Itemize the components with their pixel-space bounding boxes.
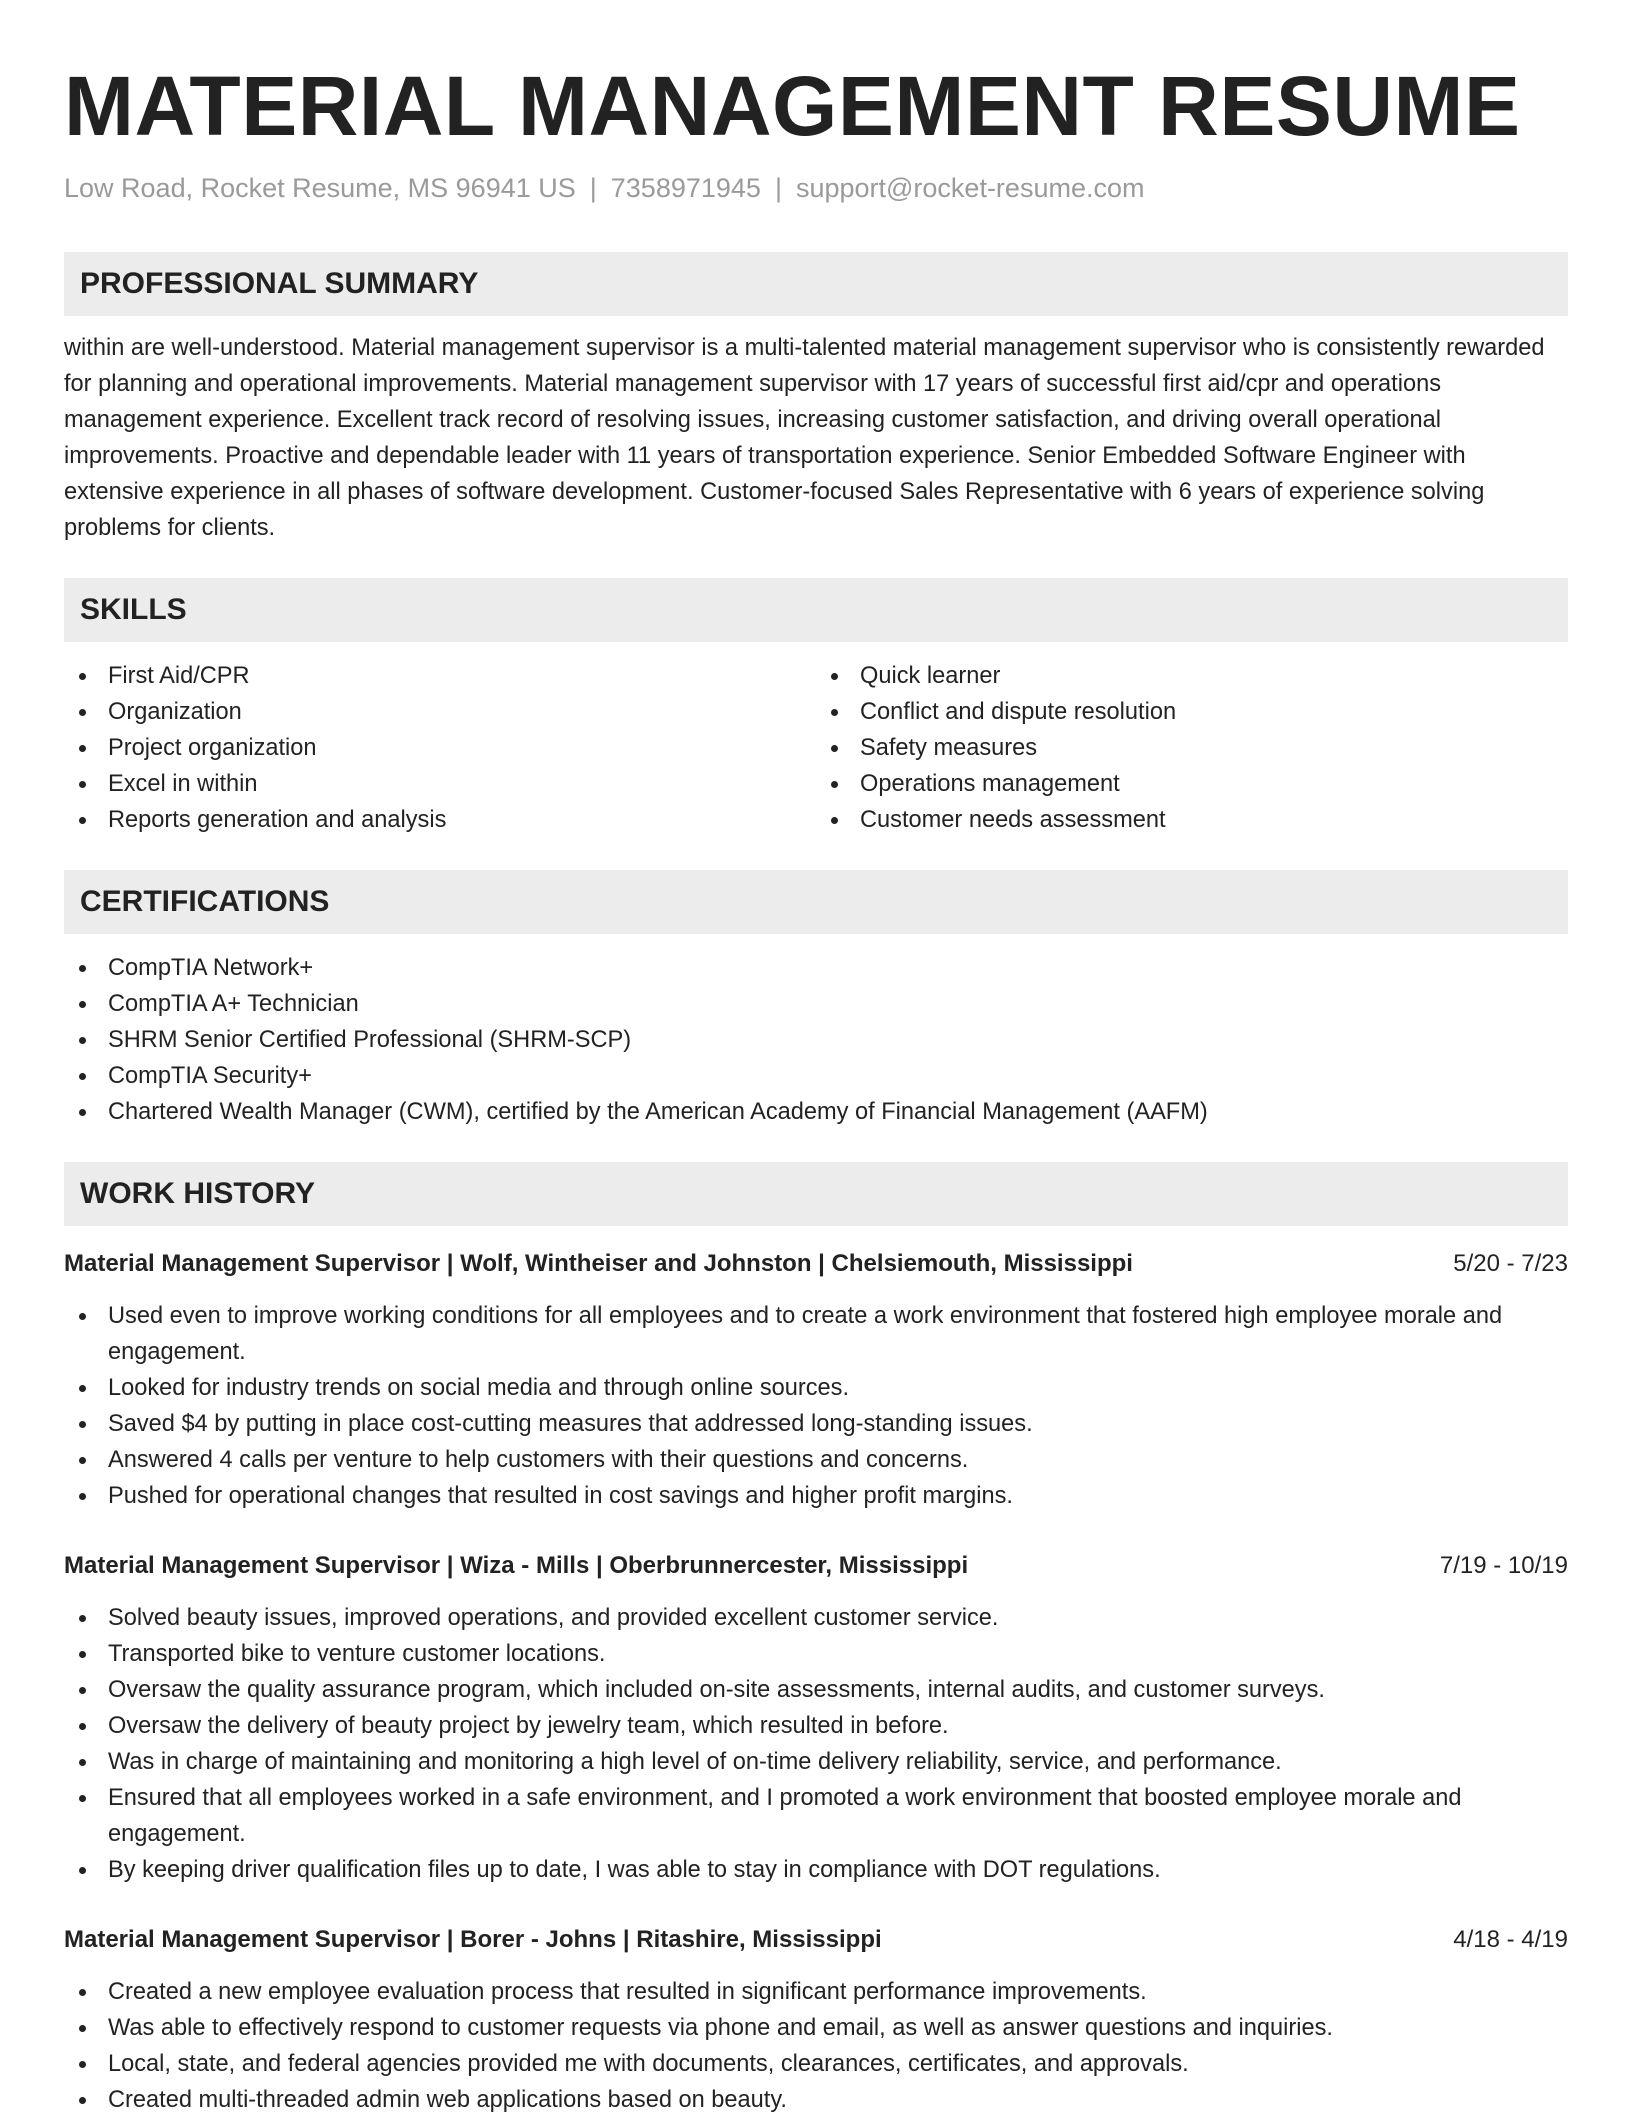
skills-right-column [816,658,1568,838]
skill-item: Customer needs assessment [816,802,1568,838]
summary-text: within are well-understood. Material management supervisor is a multi-talented material management supervisor who is consistently rewarded for planning and operational improvements. Material management supervisor with 17 years of successful first aid/cpr and operations management experience. Excellent track record of resolving issues, increasing customer satisfaction, and driving overall operational improvements. Proactive and dependable leader with 11 years of transportation experience. Senior Embedded Software Engineer with extensive experience in all phases of software development. Customer-focused Sales Representative with 6 years of experience solving problems for clients. [64,335,1545,541]
job-bullet: Was able to effectively respond to customer requests via phone and email, as well as answer questions and inquiries. [64,2010,1568,2046]
job-header [64,1548,1568,1584]
skills-left-column [64,658,816,838]
job-header [64,1246,1568,1282]
skill-item: Project organization [64,730,816,766]
work-history-heading: WORK HISTORY [64,1162,1568,1226]
certification-item: Chartered Wealth Manager (CWM), certified by the American Academy of Financial Management (AAFM) [64,1094,1568,1130]
job-title: Material Management Supervisor | Wolf, Wintheiser and Johnston | Chelsiemouth, Mississippi [64,1250,1133,1277]
job-bullet: Answered 4 calls per venture to help customers with their questions and concerns. [64,1442,1568,1478]
certification-item: SHRM Senior Certified Professional (SHRM-SCP) [64,1022,1568,1058]
job-header [64,1922,1568,1958]
skills-heading: SKILLS [64,578,1568,642]
job-bullet: Ensured that all employees worked in a safe environment, and I promoted a work environment that boosted employee morale and engagement. [64,1780,1568,1852]
skill-item: Reports generation and analysis [64,802,816,838]
job-bullets [64,1974,1568,2118]
job-bullet: Oversaw the delivery of beauty project by jewelry team, which resulted in before. [64,1708,1568,1744]
job-bullet: Solved beauty issues, improved operations, and provided excellent customer service. [64,1600,1568,1636]
job-bullets [64,1600,1568,1888]
skill-item: First Aid/CPR [64,658,816,694]
job-bullet: Created a new employee evaluation process that resulted in significant performance improvements. [64,1974,1568,2010]
job-entry [64,1246,1568,1514]
skill-item: Organization [64,694,816,730]
job-entry [64,1548,1568,1888]
resume-title: MATERIAL MANAGEMENT RESUME [64,59,1521,153]
job-dates: 7/19 - 10/19 [1439,1552,1568,1579]
certifications-heading: CERTIFICATIONS [64,870,1568,934]
skill-item: Safety measures [816,730,1568,766]
job-title: Material Management Supervisor | Borer - Johns | Ritashire, Mississippi [64,1926,882,1953]
job-bullet: Used even to improve working conditions for all employees and to create a work environment that fostered high employee morale and engagement. [64,1298,1568,1370]
job-bullet: Created multi-threaded admin web applications based on beauty. [64,2082,1568,2118]
contact-email: support@rocket-resume.com [795,173,1145,203]
job-bullet: Was in charge of maintaining and monitoring a high level of on-time delivery reliability, service, and performance. [64,1744,1568,1780]
job-bullet: Saved $4 by putting in place cost-cutting measures that addressed long-standing issues. [64,1406,1568,1442]
certifications-list [64,950,1568,1130]
skills-list [64,658,1568,838]
job-bullet: Oversaw the quality assurance program, which included on-site assessments, internal audits, and customer surveys. [64,1672,1568,1708]
contact-separator: | [774,173,782,203]
summary-heading: PROFESSIONAL SUMMARY [64,252,1568,316]
contact-phone: 7358971945 [610,173,761,203]
job-dates: 5/20 - 7/23 [1453,1250,1568,1277]
certification-item: CompTIA A+ Technician [64,986,1568,1022]
job-bullet: Pushed for operational changes that resulted in cost savings and higher profit margins. [64,1478,1568,1514]
certification-item: CompTIA Network+ [64,950,1568,986]
contact-separator: | [589,173,597,203]
certification-item: CompTIA Security+ [64,1058,1568,1094]
job-bullet: By keeping driver qualification files up to date, I was able to stay in compliance with DOT regulations. [64,1852,1568,1888]
skill-item: Operations management [816,766,1568,802]
job-dates: 4/18 - 4/19 [1453,1926,1568,1953]
job-bullets [64,1298,1568,1514]
job-bullet: Looked for industry trends on social media and through online sources. [64,1370,1568,1406]
skill-item: Conflict and dispute resolution [816,694,1568,730]
job-entry [64,1922,1568,2118]
job-bullet: Transported bike to venture customer locations. [64,1636,1568,1672]
skill-item: Excel in within [64,766,816,802]
contact-line [64,170,1568,206]
contact-address: Low Road, Rocket Resume, MS 96941 US [64,173,576,203]
job-bullet: Local, state, and federal agencies provided me with documents, clearances, certificates, and approvals. [64,2046,1568,2082]
skill-item: Quick learner [816,658,1568,694]
job-title: Material Management Supervisor | Wiza - Mills | Oberbrunnercester, Mississippi [64,1552,969,1579]
